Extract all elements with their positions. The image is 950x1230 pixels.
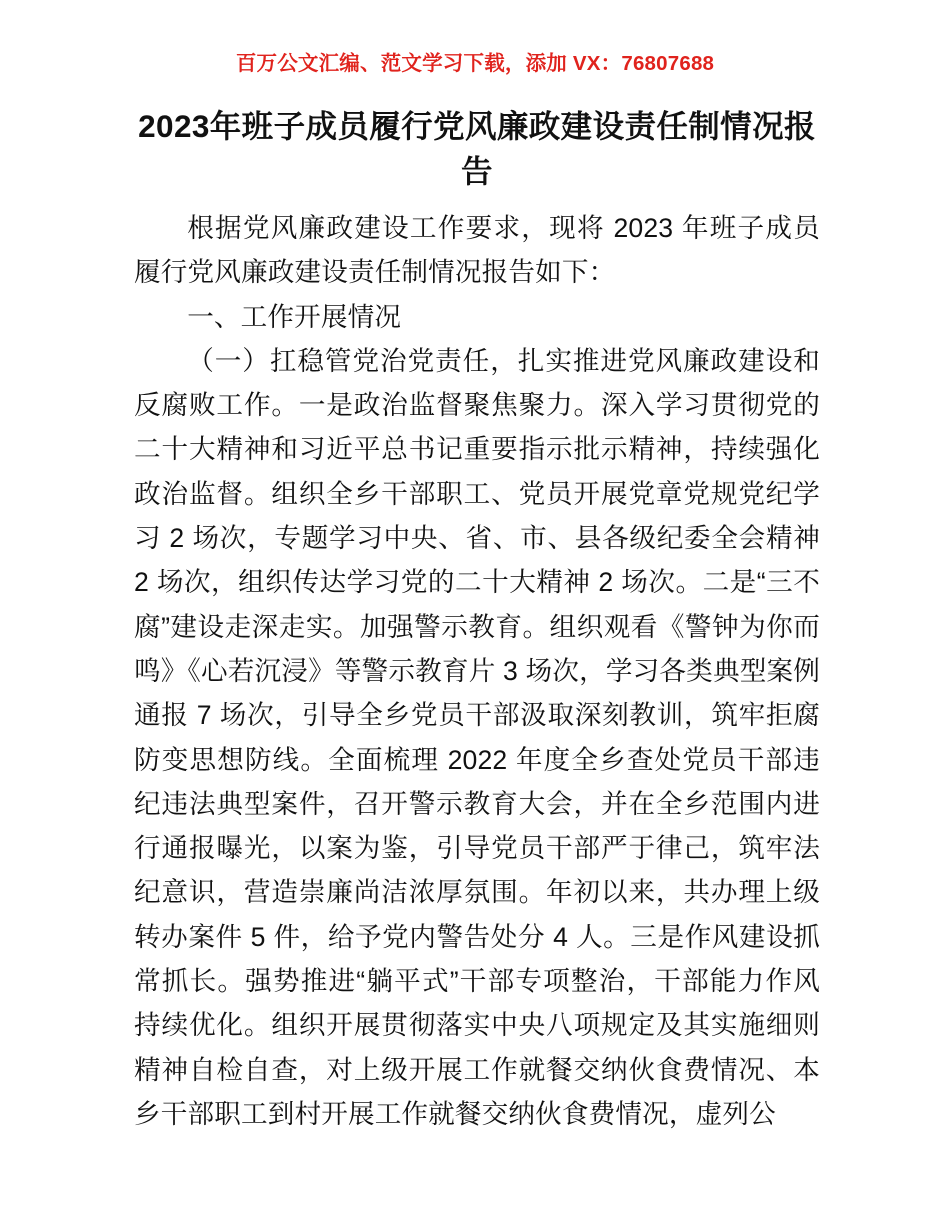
page-title: 2023年班子成员履行党风廉政建设责任制情况报告 — [138, 108, 816, 189]
paragraph-intro: 根据党风廉政建设工作要求，现将 2023 年班子成员履行党风廉政建设责任制情况报告如下： — [134, 213, 820, 288]
document-body — [134, 104, 820, 1136]
section-heading-one: 一、工作开展情况 — [187, 301, 402, 332]
paragraph-subsection-one: （一）扛稳管党治党责任，扎实推进党风廉政建设和反腐败工作。一是政治监督聚焦聚力。深入学习贯彻党的二十大精神和习近平总书记重要指示批示精神，持续强化政治监督。组织全乡干部职工、党员开展党章党规党纪学习 2 场次，专题学习中央、省、市、县各级纪委全会精神 2 场次，组织传达学习党的二十大精神 2 场次。二是“三不腐”建设走深走实。加强警示教育。组织观看《警钟为你而鸣》《心若沉浸》等警示教育片 3 场次，学习各类典型案例通报 7 场次，引导全乡党员干部汲取深刻教训，筑牢拒腐防变思想防线。全面梳理 2022 年度全乡查处党员干部违纪违法典型案件，召开警示教育大会，并在全乡范围内进行通报曝光，以案为鉴，引导党员干部严于律己，筑牢法纪意识，营造崇廉尚洁浓厚氛围。年初以来，共办理上级转办案件 5 件，给予党内警告处分 4 人。三是作风建设抓常抓长。强势推进“躺平式”干部专项整治，干部能力作风持续优化。组织开展贯彻落实中央八项规定及其实施细则精神自检自查，对上级开展工作就餐交纳伙食费情况、本乡干部职工到村开展工作就餐交纳伙食费情况，虚列公 — [134, 345, 820, 1129]
promo-watermark-header: 百万公文汇编、范文学习下载，添加 VX：76807688 — [235, 52, 715, 75]
